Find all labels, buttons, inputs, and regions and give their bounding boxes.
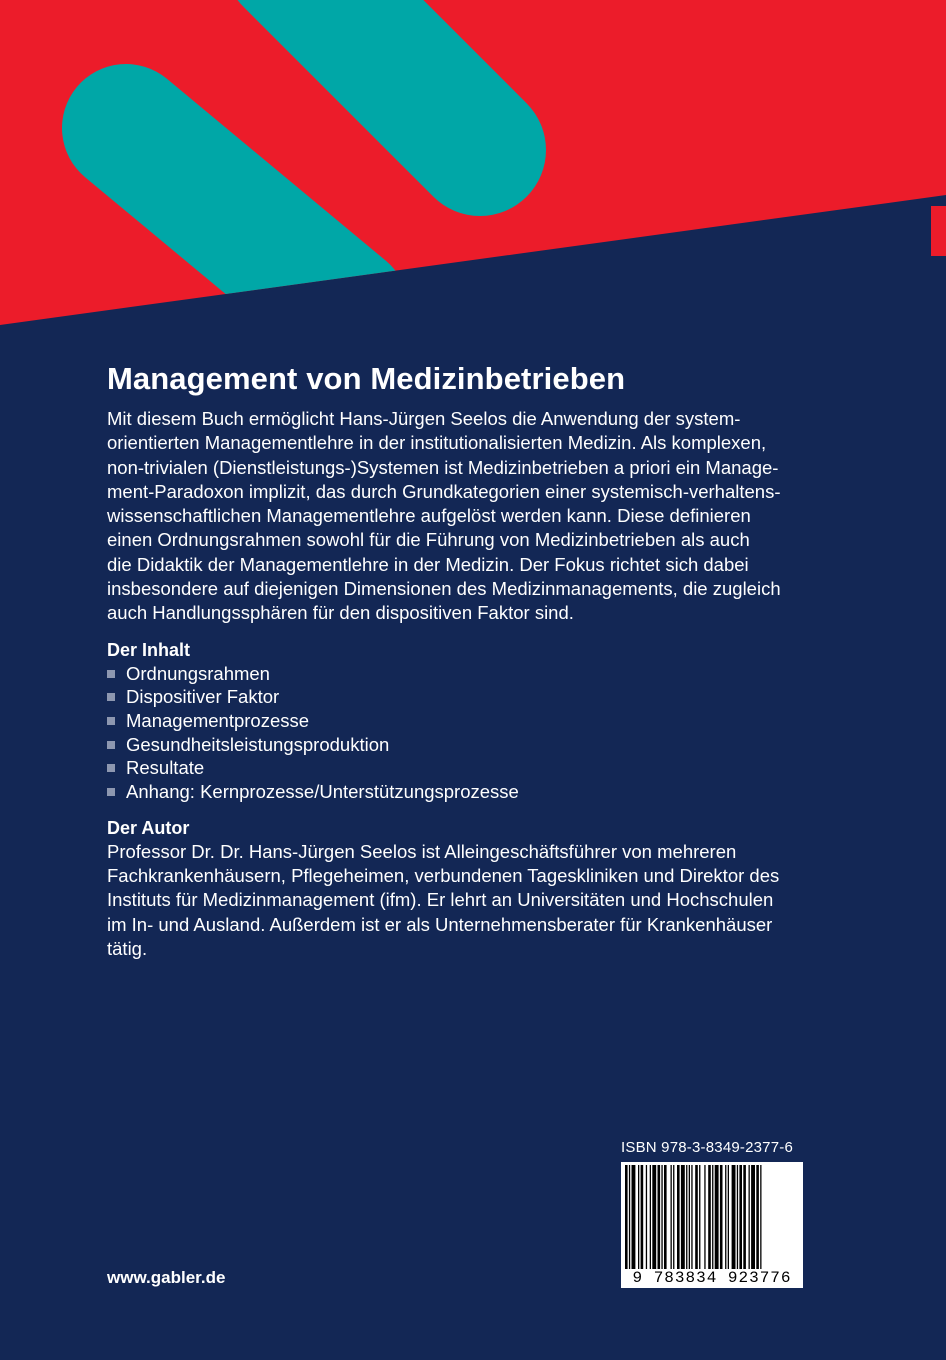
barcode-bar (632, 1165, 636, 1269)
barcode-bar (671, 1165, 672, 1269)
barcode-bar (708, 1165, 711, 1269)
cover-text (107, 407, 807, 961)
list-item-label: Gesundheitsleistungsproduktion (126, 733, 390, 755)
barcode-bar (728, 1165, 729, 1269)
isbn-block (621, 1138, 803, 1287)
book-description (107, 407, 807, 626)
description-line: insbesondere auf diejenigen Dimensionen des Medizinmanagements, die zugleich (107, 578, 781, 600)
description-line: auch Handlungssphären für den dispositiven Faktor sind. (107, 602, 574, 624)
description-line: non-trivialen (Dienstleistungs-)Systemen ist Medizinbetrieben a priori ein Manage- (107, 456, 779, 478)
author-heading: Der Autor (107, 817, 190, 838)
header-graphic (0, 0, 946, 360)
list-item-label: Managementprozesse (126, 710, 310, 732)
barcode-bar (760, 1165, 761, 1269)
barcode-bar (681, 1165, 685, 1269)
barcode-bar (673, 1165, 674, 1269)
author-bio-line: im In- und Ausland. Außerdem ist er als Unternehmensberater für Krankenhäuser (107, 913, 773, 935)
barcode-bar (695, 1165, 698, 1269)
list-item (107, 709, 807, 733)
barcode-bar (720, 1165, 723, 1269)
author-bio (107, 840, 807, 961)
barcode-digits: 9 783834 923776 (632, 1269, 792, 1287)
square-bullet-icon (107, 670, 115, 678)
square-bullet-icon (107, 717, 115, 725)
square-bullet-icon (107, 788, 115, 796)
list-item-label: Resultate (126, 757, 205, 779)
barcode-bar (737, 1165, 738, 1269)
list-item (107, 780, 807, 804)
list-item-label: Anhang: Kernprozesse/Unterstützungsprozesse (126, 781, 519, 803)
barcode-bar (715, 1165, 719, 1269)
barcode-bar (732, 1165, 736, 1269)
barcode-bar (686, 1165, 687, 1269)
barcode-bar (625, 1165, 628, 1269)
barcode-bars (625, 1165, 801, 1269)
description-line: einen Ordnungsrahmen sowohl für die Führung von Medizinbetrieben als auch (107, 529, 750, 551)
author-bio-line: Instituts für Medizinmanagement (ifm). Er lehrt an Universitäten und Hochschulen (107, 889, 774, 911)
description-line: Mit diesem Buch ermöglicht Hans-Jürgen Seelos die Anwendung der system- (107, 408, 741, 429)
barcode-bar (629, 1165, 630, 1269)
barcode-bar (658, 1165, 661, 1269)
publisher-website: www.gabler.de (107, 1268, 226, 1287)
barcode-bar (689, 1165, 690, 1269)
list-item (107, 733, 807, 757)
barcode-bar (650, 1165, 651, 1269)
barcode-bar (751, 1165, 755, 1269)
barcode-bar (661, 1165, 662, 1269)
barcode-bar (749, 1165, 750, 1269)
description-line: die Didaktik der Managementlehre in der Medizin. Der Fokus richtet sich dabei (107, 553, 749, 575)
description-line: wissenschaftlichen Managementlehre aufgelöst werden kann. Diese definieren (107, 505, 751, 527)
barcode-bar (725, 1165, 726, 1269)
barcode-bar (638, 1165, 639, 1269)
barcode-bar (699, 1165, 700, 1269)
barcode-bar (712, 1165, 713, 1269)
contents-list (107, 662, 807, 804)
description-line: ment-Paradoxon implizit, das durch Grundkategorien einer systemisch-verhaltens- (107, 480, 781, 502)
list-item (107, 662, 807, 686)
barcode-bar (677, 1165, 680, 1269)
barcode-bar (652, 1165, 656, 1269)
red-edge-tab (931, 206, 946, 256)
barcode-bar (641, 1165, 644, 1269)
book-title: Management von Medizinbetrieben (107, 361, 626, 396)
list-item (107, 685, 807, 709)
author-bio-line: tätig. (107, 938, 148, 960)
list-item (107, 756, 807, 780)
barcode-bar (664, 1165, 667, 1269)
square-bullet-icon (107, 741, 115, 749)
barcode-bar (756, 1165, 759, 1269)
barcode-bar (691, 1165, 692, 1269)
list-item-label: Ordnungsrahmen (126, 662, 270, 684)
description-line: orientierten Managementlehre in der institutionalisierten Medizin. Als komplexen, (107, 432, 767, 454)
barcode-box (621, 1162, 803, 1288)
author-bio-line: Professor Dr. Dr. Hans-Jürgen Seelos ist Alleingeschäftsführer von mehreren (107, 840, 737, 862)
barcode-bar (739, 1165, 742, 1269)
square-bullet-icon (107, 693, 115, 701)
barcode-bar (704, 1165, 705, 1269)
barcode-bar (743, 1165, 746, 1269)
list-item-label: Dispositiver Faktor (126, 686, 280, 708)
contents-heading: Der Inhalt (107, 639, 191, 660)
square-bullet-icon (107, 764, 115, 772)
barcode-bar (646, 1165, 647, 1269)
isbn-label: ISBN 978-3-8349-2377-6 (621, 1139, 794, 1156)
author-bio-line: Fachkrankenhäusern, Pflegeheimen, verbundenen Tageskliniken und Direktor des (107, 865, 780, 887)
